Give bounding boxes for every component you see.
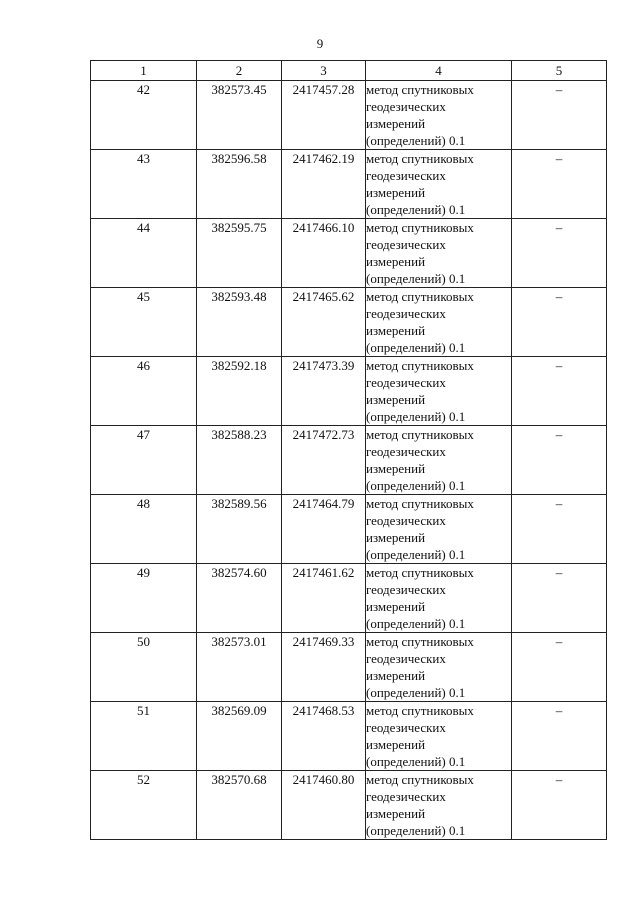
point-number-cell: 47 — [91, 426, 197, 495]
point-number-cell: 48 — [91, 495, 197, 564]
method-text-line: метод спутниковых — [366, 634, 474, 649]
x-coordinate-cell: 382570.68 — [197, 771, 282, 840]
point-number-cell: 43 — [91, 150, 197, 219]
x-coordinate-cell: 382592.18 — [197, 357, 282, 426]
x-coordinate-cell: 382596.58 — [197, 150, 282, 219]
column-header-1: 1 — [91, 61, 197, 81]
method-cell — [366, 426, 512, 495]
table-row — [91, 357, 607, 426]
method-text-line: метод спутниковых — [366, 565, 474, 580]
method-text-line: измерений — [366, 323, 426, 338]
method-text-line: геодезических — [366, 513, 446, 528]
column-header-3: 3 — [282, 61, 366, 81]
x-coordinate-cell: 382595.75 — [197, 219, 282, 288]
table-row — [91, 564, 607, 633]
y-coordinate-cell: 2417462.19 — [282, 150, 366, 219]
point-number-cell: 46 — [91, 357, 197, 426]
method-text-line: измерений — [366, 461, 426, 476]
description-cell: – — [512, 495, 607, 564]
description-cell: – — [512, 702, 607, 771]
description-cell: – — [512, 219, 607, 288]
method-cell — [366, 564, 512, 633]
column-header-4: 4 — [366, 61, 512, 81]
method-text-line: (определений) 0.1 — [366, 409, 466, 424]
method-cell — [366, 771, 512, 840]
page-number: 9 — [316, 36, 324, 51]
method-text-line: измерений — [366, 254, 426, 269]
table-row — [91, 426, 607, 495]
method-cell — [366, 495, 512, 564]
point-number-cell: 51 — [91, 702, 197, 771]
y-coordinate-cell: 2417472.73 — [282, 426, 366, 495]
method-cell — [366, 702, 512, 771]
method-text-line: метод спутниковых — [366, 82, 474, 97]
method-text-line: измерений — [366, 806, 426, 821]
y-coordinate-cell: 2417466.10 — [282, 219, 366, 288]
description-cell: – — [512, 771, 607, 840]
description-cell: – — [512, 426, 607, 495]
table-row — [91, 702, 607, 771]
method-cell — [366, 81, 512, 150]
method-text-line: геодезических — [366, 99, 446, 114]
description-cell: – — [512, 288, 607, 357]
method-text-line: измерений — [366, 737, 426, 752]
y-coordinate-cell: 2417468.53 — [282, 702, 366, 771]
method-text-line: измерений — [366, 530, 426, 545]
table-header-row — [91, 61, 607, 81]
column-header-2: 2 — [197, 61, 282, 81]
table-row — [91, 495, 607, 564]
point-number-cell: 50 — [91, 633, 197, 702]
table-row — [91, 219, 607, 288]
x-coordinate-cell: 382589.56 — [197, 495, 282, 564]
method-text-line: геодезических — [366, 168, 446, 183]
y-coordinate-cell: 2417461.62 — [282, 564, 366, 633]
method-text-line: метод спутниковых — [366, 496, 474, 511]
method-text-line: метод спутниковых — [366, 289, 474, 304]
table-row — [91, 288, 607, 357]
point-number-cell: 45 — [91, 288, 197, 357]
method-text-line: измерений — [366, 599, 426, 614]
method-text-line: геодезических — [366, 720, 446, 735]
method-text-line: (определений) 0.1 — [366, 478, 466, 493]
x-coordinate-cell: 382574.60 — [197, 564, 282, 633]
y-coordinate-cell: 2417460.80 — [282, 771, 366, 840]
y-coordinate-cell: 2417457.28 — [282, 81, 366, 150]
method-text-line: метод спутниковых — [366, 151, 474, 166]
method-cell — [366, 633, 512, 702]
point-number-cell: 44 — [91, 219, 197, 288]
coordinates-table — [90, 60, 607, 840]
method-text-line: измерений — [366, 116, 426, 131]
description-cell: – — [512, 564, 607, 633]
method-cell — [366, 357, 512, 426]
description-cell: – — [512, 81, 607, 150]
y-coordinate-cell: 2417465.62 — [282, 288, 366, 357]
method-text-line: метод спутниковых — [366, 358, 474, 373]
point-number-cell: 49 — [91, 564, 197, 633]
method-text-line: метод спутниковых — [366, 220, 474, 235]
x-coordinate-cell: 382593.48 — [197, 288, 282, 357]
x-coordinate-cell: 382588.23 — [197, 426, 282, 495]
x-coordinate-cell: 382569.09 — [197, 702, 282, 771]
table-body — [91, 81, 607, 840]
method-text-line: метод спутниковых — [366, 772, 474, 787]
method-text-line: (определений) 0.1 — [366, 823, 466, 838]
method-text-line: геодезических — [366, 237, 446, 252]
method-text-line: геодезических — [366, 789, 446, 804]
method-text-line: (определений) 0.1 — [366, 685, 466, 700]
point-number-cell: 52 — [91, 771, 197, 840]
point-number-cell: 42 — [91, 81, 197, 150]
column-header-5: 5 — [512, 61, 607, 81]
method-text-line: метод спутниковых — [366, 703, 474, 718]
y-coordinate-cell: 2417464.79 — [282, 495, 366, 564]
method-text-line: (определений) 0.1 — [366, 133, 466, 148]
method-cell — [366, 219, 512, 288]
method-text-line: геодезических — [366, 582, 446, 597]
method-text-line: (определений) 0.1 — [366, 340, 466, 355]
method-text-line: (определений) 0.1 — [366, 754, 466, 769]
method-text-line: измерений — [366, 668, 426, 683]
method-text-line: геодезических — [366, 306, 446, 321]
method-cell — [366, 288, 512, 357]
method-text-line: геодезических — [366, 651, 446, 666]
method-text-line: (определений) 0.1 — [366, 616, 466, 631]
table-row — [91, 771, 607, 840]
method-text-line: метод спутниковых — [366, 427, 474, 442]
method-text-line: геодезических — [366, 444, 446, 459]
method-text-line: геодезических — [366, 375, 446, 390]
description-cell: – — [512, 357, 607, 426]
description-cell: – — [512, 150, 607, 219]
x-coordinate-cell: 382573.45 — [197, 81, 282, 150]
method-cell — [366, 150, 512, 219]
method-text-line: (определений) 0.1 — [366, 202, 466, 217]
y-coordinate-cell: 2417473.39 — [282, 357, 366, 426]
method-text-line: измерений — [366, 392, 426, 407]
method-text-line: (определений) 0.1 — [366, 547, 466, 562]
x-coordinate-cell: 382573.01 — [197, 633, 282, 702]
table-row — [91, 633, 607, 702]
table-row — [91, 150, 607, 219]
y-coordinate-cell: 2417469.33 — [282, 633, 366, 702]
description-cell: – — [512, 633, 607, 702]
method-text-line: измерений — [366, 185, 426, 200]
method-text-line: (определений) 0.1 — [366, 271, 466, 286]
table-row — [91, 81, 607, 150]
